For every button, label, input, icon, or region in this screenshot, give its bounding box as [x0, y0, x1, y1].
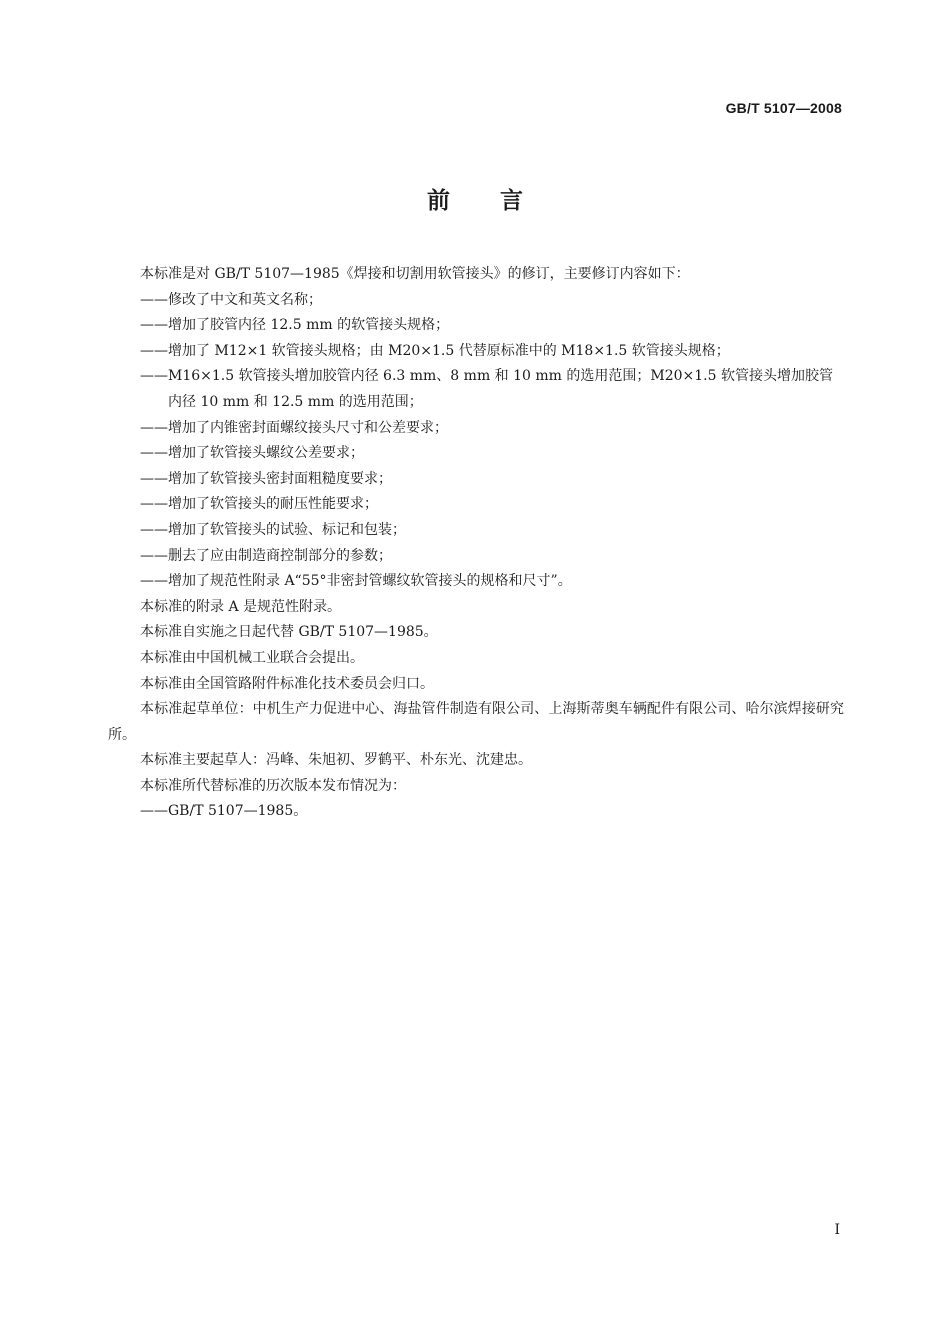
replaces-paragraph: 本标准自实施之日起代替 GB/T 5107—1985。 — [140, 624, 438, 641]
list-item: ——增加了软管接头的耐压性能要求； — [140, 496, 378, 513]
list-item: ——增加了规范性附录 A“55°非密封管螺纹软管接头的规格和尺寸”。 — [140, 573, 572, 590]
list-item: ——增加了软管接头螺纹公差要求； — [140, 445, 364, 462]
list-item: ——增加了 M12×1 软管接头规格；由 M20×1.5 代替原标准中的 M18×1.5 软管接头规格； — [140, 342, 730, 359]
list-item: ——修改了中文和英文名称； — [140, 291, 322, 308]
drafting-units-paragraph: 本标准起草单位：中机生产力促进中心、海盐管件制造有限公司、上海斯蒂奥车辆配件有限公司、哈尔滨焊接研究所。 — [108, 701, 844, 743]
list-item: ——增加了胶管内径 12.5 mm 的软管接头规格； — [140, 317, 450, 334]
appendix-paragraph: 本标准的附录 A 是规范性附录。 — [140, 598, 342, 615]
list-item: ——删去了应由制造商控制部分的参数； — [140, 547, 392, 564]
intro-paragraph: 本标准是对 GB/T 5107—1985《焊接和切割用软管接头》的修订，主要修订内容如下： — [140, 266, 690, 282]
history-intro-paragraph: 本标准所代替标准的历次版本发布情况为： — [140, 777, 406, 794]
managed-paragraph: 本标准由全国管路附件标准化技术委员会归口。 — [140, 675, 434, 692]
history-item: ——GB/T 5107—1985。 — [140, 803, 308, 820]
proposed-paragraph: 本标准由中国机械工业联合会提出。 — [140, 649, 364, 666]
standard-code: GB/T 5107—2008 — [725, 100, 842, 116]
page-title: 前言 — [427, 188, 573, 214]
drafters-paragraph: 本标准主要起草人：冯峰、朱旭初、罗鹤平、朴东光、沈建忠。 — [140, 752, 532, 769]
page-number: I — [834, 1222, 840, 1238]
list-item: ——增加了软管接头密封面粗糙度要求； — [140, 470, 392, 487]
list-item: ——M16×1.5 软管接头增加胶管内径 6.3 mm、8 mm 和 10 mm 的选用范围；M20×1.5 软管接头增加胶管内径 10 mm 和 12.5 mm 的选用范围； — [140, 368, 833, 410]
list-item: ——增加了软管接头的试验、标记和包装； — [140, 521, 406, 538]
document-body — [108, 262, 844, 825]
list-item: ——增加了内锥密封面螺纹接头尺寸和公差要求； — [140, 419, 448, 436]
